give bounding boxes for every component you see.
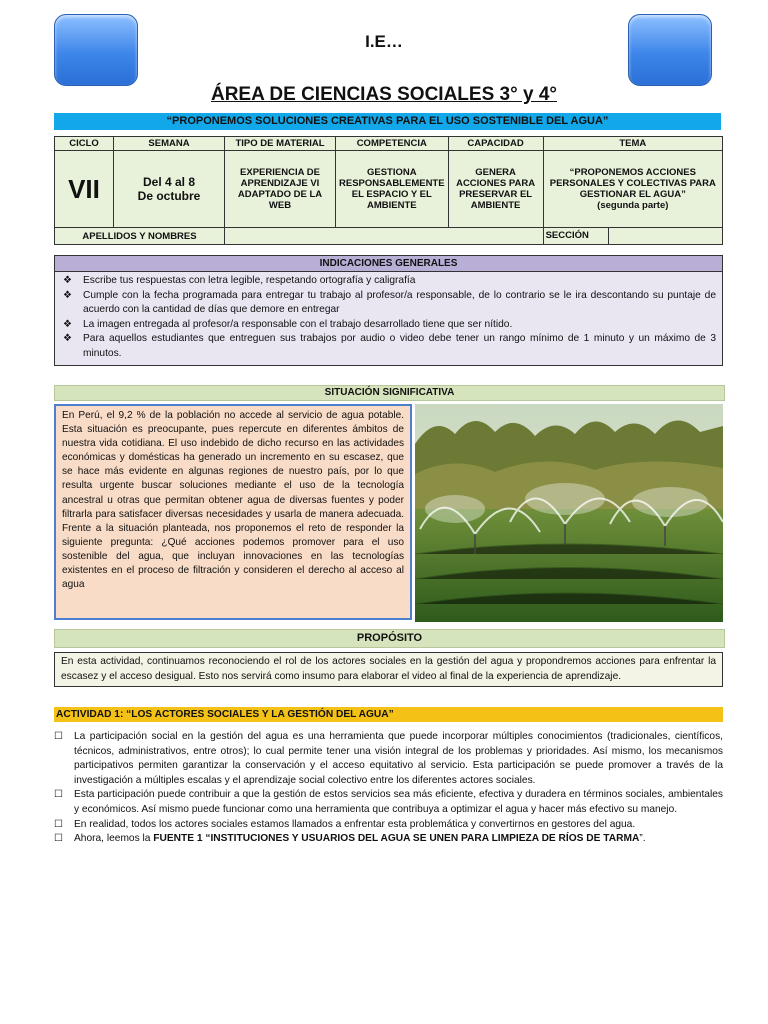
- tema-note: (segunda parte): [597, 200, 669, 211]
- list-item-text: Esta participación puede contribuir a que la gestión de estos servicios sea más eficiente, efectiva y duradera en términos sociales, ambientales y económicos. Así mismo puede funcionar como una herramienta que contribuya a optimizar el agua y hacer más efectivo su manejo.: [74, 789, 723, 815]
- situacion-text: En Perú, el 9,2 % de la población no accede al servicio de agua potable. Esta situación es preocupante, pues repercute en diferentes ámbitos de nuestra vida cotidiana. El uso indebido de dicho recurso en las actividades económicas y domésticas ha generado un incremento en su escasez, que se hace más evidente en algunas regiones de nuestro país, por lo que resulta urgente buscar soluciones mediante el uso de la tecnología ancestral u otras que permitan obtener agua de diversas fuentes y poder filtrarla para satisfacer diversas necesidades y usarla de manera adecuada. Frente a la situación planteada, nos proponemos el reto de responder la siguiente pregunta: ¿Qué acciones podemos promover para el uso sostenible del agua, que incluyan innovaciones en las tecnologías existentes en el proceso de filtración y consideren el derecho al acceso al agua: [54, 404, 412, 620]
- ciclo-value: VII: [55, 151, 114, 228]
- irrigation-photo: [415, 404, 723, 622]
- area-title: ÁREA DE CIENCIAS SOCIALES 3° y 4°: [210, 84, 557, 105]
- apellidos-label: APELLIDOS Y NOMBRES: [55, 228, 225, 245]
- list-item: [61, 289, 716, 318]
- diamond-bullet-icon: ❖: [63, 289, 73, 301]
- list-item-text: Escribe tus respuestas con letra legible, respetando ortografía y caligrafía: [83, 275, 416, 286]
- list-item: [54, 730, 723, 788]
- seccion-label: SECCIÓN: [544, 228, 609, 244]
- checkbox-icon: ☐: [54, 818, 63, 830]
- list-item-text: Para aquellos estudiantes que entreguen sus trabajos por audio o video debe tener un rango mínimo de 1 minuto y un máximo de 3 minutos.: [83, 333, 716, 359]
- list-item-suffix: ”.: [639, 833, 646, 845]
- list-item-text: La participación social en la gestión del agua es una herramienta que puede incorporar múltiples conocimientos (tradicionales, científicos, técnicos, administrativos, entre otros); lo cual permite tener una visión integral de los problemas y prioridades. Así mismo, los mecanismos participativos permiten garantizar la conservación y el acceso equitativo al servicio. Esta participación se puede promover a través de la investigación a múltiples escalas y el aprendizaje social colectivo entre los diferentes actores sociales.: [74, 731, 723, 786]
- list-item-text: Cumple con la fecha programada para entregar tu trabajo al profesor/a responsable, de lo contrario se le ira descontando su puntaje de acuerdo con la cantidad de días que demore en entregar: [83, 289, 716, 315]
- semana-line2: De octubre: [137, 189, 201, 203]
- list-item: [61, 274, 716, 289]
- indicaciones-list: [55, 272, 722, 365]
- header-capacidad: CAPACIDAD: [448, 137, 543, 151]
- actividad-list: [54, 730, 723, 847]
- fuente-reference: FUENTE 1 “INSTITUCIONES Y USUARIOS DEL AGUA SE UNEN PARA LIMPIEZA DE RÍOS DE TARMA: [153, 833, 640, 845]
- semana-line1: Del 4 al 8: [142, 175, 196, 189]
- indicaciones-title: INDICACIONES GENERALES: [55, 256, 722, 272]
- list-item: [61, 318, 716, 333]
- semana-value: [114, 151, 225, 228]
- tema-value: [543, 151, 722, 228]
- diamond-bullet-icon: ❖: [63, 333, 73, 344]
- theme-banner: “PROPONEMOS SOLUCIONES CREATIVAS PARA EL USO SOSTENIBLE DEL AGUA”: [54, 113, 721, 130]
- proposito-text: En esta actividad, continuamos reconociendo el rol de los actores sociales en la gestión del agua y propondremos acciones para enfrentar la escasez y el acceso desigual. Esto nos servirá como insumo para elaborar el video al final de la experiencia de aprendizaje.: [54, 652, 723, 687]
- diamond-bullet-icon: ❖: [63, 318, 73, 330]
- header-tema: TEMA: [543, 137, 722, 151]
- situacion-title: SITUACIÓN SIGNIFICATIVA: [54, 385, 725, 401]
- header-tipo-material: TIPO DE MATERIAL: [225, 137, 336, 151]
- apellidos-field[interactable]: [225, 228, 544, 245]
- list-item-text: La imagen entregada al profesor/a responsable con el trabajo desarrollado tiene que ser nítido.: [83, 318, 513, 330]
- list-item-text: En realidad, todos los actores sociales estamos llamados a enfrentar esta problemática y convertirnos en gestores del agua.: [74, 818, 636, 830]
- competencia-value: GESTIONA RESPONSABLEMENTE EL ESPACIO Y EL AMBIENTE: [336, 151, 449, 228]
- checkbox-icon: ☐: [54, 789, 63, 801]
- header-ciclo: CICLO: [55, 137, 114, 151]
- checkbox-icon: ☐: [54, 731, 63, 742]
- list-item: [61, 332, 716, 361]
- capacidad-value: GENERA ACCIONES PARA PRESERVAR EL AMBIENTE: [448, 151, 543, 228]
- header-semana: SEMANA: [114, 137, 225, 151]
- list-item: [54, 832, 723, 847]
- info-table: [54, 136, 723, 245]
- header-competencia: COMPETENCIA: [336, 137, 449, 151]
- list-item: [54, 818, 723, 833]
- school-title: I.E…: [365, 32, 403, 51]
- seccion-field[interactable]: [609, 228, 722, 244]
- checkbox-icon: ☐: [54, 833, 63, 845]
- list-item-prefix: Ahora, leemos la: [74, 833, 154, 845]
- tipo-material-value: EXPERIENCIA DE APRENDIZAJE VI ADAPTADO DE LA WEB: [225, 151, 336, 228]
- diamond-bullet-icon: ❖: [63, 275, 73, 286]
- list-item: [54, 788, 723, 817]
- indicaciones-box: [54, 255, 723, 366]
- actividad-title: ACTIVIDAD 1: “LOS ACTORES SOCIALES Y LA GESTIÓN DEL AGUA”: [54, 707, 723, 722]
- seccion-row: [543, 228, 722, 245]
- tema-text: “PROPONEMOS ACCIONES PERSONALES Y COLECTIVAS PARA GESTIONAR EL AGUA”: [549, 167, 716, 200]
- proposito-title: PROPÓSITO: [54, 629, 725, 648]
